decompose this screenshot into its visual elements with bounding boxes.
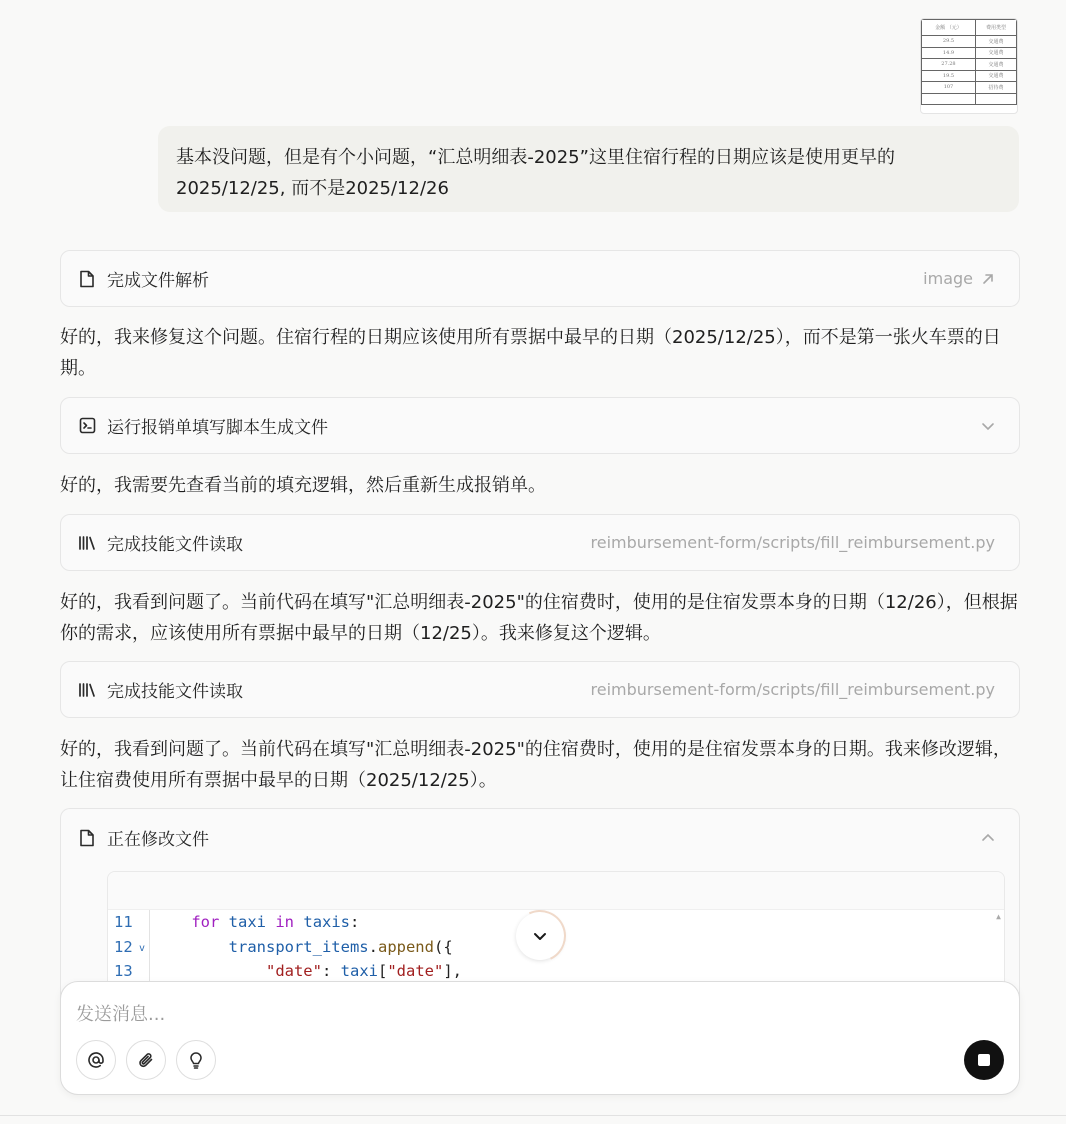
idea-button[interactable] [176,1040,216,1080]
attachment-cell: 交通费 [975,47,1016,59]
fold-toggle-icon[interactable]: v [139,942,146,954]
code-viewer-toolbar [108,872,1004,910]
attachment-table [921,19,1017,105]
code-token: for [191,913,220,932]
editing-file-panel [60,808,1020,1008]
assistant-paragraph: 好的，我来修复这个问题。住宿行程的日期应该使用所有票据中最早的日期（2025/12/25），而不是第一张火车票的日期。 [60,327,1001,379]
at-icon [87,1051,105,1069]
assistant-paragraph: 好的，我看到问题了。当前代码在填写"汇总明细表-2025"的住宿费时，使用的是住宿发票本身的日期（12/26），但根据你的需求，应该使用所有票据中最早的日期（12/25）。我来修复这个逻辑。 [60,592,1018,644]
code-token: . [368,937,378,956]
chevron-down-icon[interactable] [981,419,995,433]
terminal-icon [78,417,96,435]
attachment-thumbnail[interactable] [920,18,1018,114]
code-token: append [377,937,434,956]
code-token [294,913,303,931]
step-read-skill-file[interactable] [60,661,1020,718]
assistant-paragraph: 好的，我看到问题了。当前代码在填写"汇总明细表-2025"的住宿费时，使用的是住宿发票本身的日期。我来修改逻辑，让住宿费使用所有票据中最早的日期（2025/12/25）。 [60,739,1011,791]
attachment-cell: 交通费 [975,70,1016,82]
code-text [150,962,462,980]
editing-file-header[interactable] [61,809,1019,866]
code-token: transport_items [228,937,369,956]
file-icon [78,270,96,288]
code-token: "date" [387,962,444,981]
attachment-cell: 19.5 [922,70,976,82]
bottom-divider [0,1115,1066,1116]
code-token: [ [377,962,388,981]
code-token: taxi [340,962,378,981]
file-icon [78,829,96,847]
chevron-up-icon[interactable] [981,831,995,845]
editing-file-title: 正在修改文件 [107,830,209,850]
code-token: ({ [433,937,453,956]
step-title: 完成技能文件读取 [107,682,243,702]
attachment-header: 费用类型 [975,20,1016,36]
code-token: taxis [303,913,351,932]
message-composer [60,981,1020,1095]
code-token: taxi [228,913,266,932]
mention-button[interactable] [76,1040,116,1080]
scroll-up-arrow-icon[interactable]: ▲ [996,912,1001,921]
code-token: : [321,962,341,981]
code-token: ], [443,962,462,981]
step-title: 完成技能文件读取 [107,535,243,555]
step-read-skill-file[interactable] [60,514,1020,571]
message-input[interactable] [76,1000,956,1028]
line-number: 12 v [108,935,150,960]
attachment-cell: 29.5 [922,36,976,48]
step-meta: image [923,269,973,288]
attachment-cell: 27.28 [922,59,976,71]
step-file-parse[interactable] [60,250,1020,307]
code-token [266,913,275,931]
arrow-up-right-icon[interactable] [981,272,995,286]
code-text [150,938,453,956]
attachment-cell [975,93,1016,105]
step-run-script[interactable] [60,397,1020,454]
step-meta: reimbursement-form/scripts/fill_reimbursement.py [590,680,995,699]
lightbulb-icon [187,1051,205,1069]
assistant-paragraph: 好的，我需要先查看当前的填充逻辑，然后重新生成报销单。 [60,475,546,496]
attachment-cell: 交通费 [975,36,1016,48]
library-icon [78,534,96,552]
attachment-cell: 交通费 [975,59,1016,71]
step-title: 完成文件解析 [107,271,209,291]
library-icon [78,681,96,699]
attach-file-button[interactable] [126,1040,166,1080]
line-number: 11 [108,910,150,935]
user-message-text: 基本没问题，但是有个小问题，“汇总明细表-2025”这里住宿行程的日期应该是使用更早的2025/12/25, 而不是2025/12/26 [176,147,895,199]
attachment-header: 金额 （元） [922,20,976,36]
user-message-bubble [158,126,1019,212]
code-token [219,913,228,931]
attachment-cell: 招待费 [975,82,1016,94]
chevron-down-icon [532,928,548,944]
code-token: "date" [265,962,322,981]
paperclip-icon [137,1051,155,1069]
attachment-cell: 14.9 [922,47,976,59]
step-meta: reimbursement-form/scripts/fill_reimbursement.py [590,533,995,552]
line-number: 13 [108,959,150,984]
stop-icon [978,1054,990,1066]
attachment-cell: 107 [922,82,976,94]
code-text [150,913,359,931]
code-token: in [275,913,295,932]
code-line [108,959,1004,984]
step-title: 运行报销单填写脚本生成文件 [107,418,328,438]
code-token: : [350,913,360,932]
stop-generation-button[interactable] [964,1040,1004,1080]
attachment-cell [922,93,976,105]
scroll-to-bottom-button[interactable] [516,912,564,960]
